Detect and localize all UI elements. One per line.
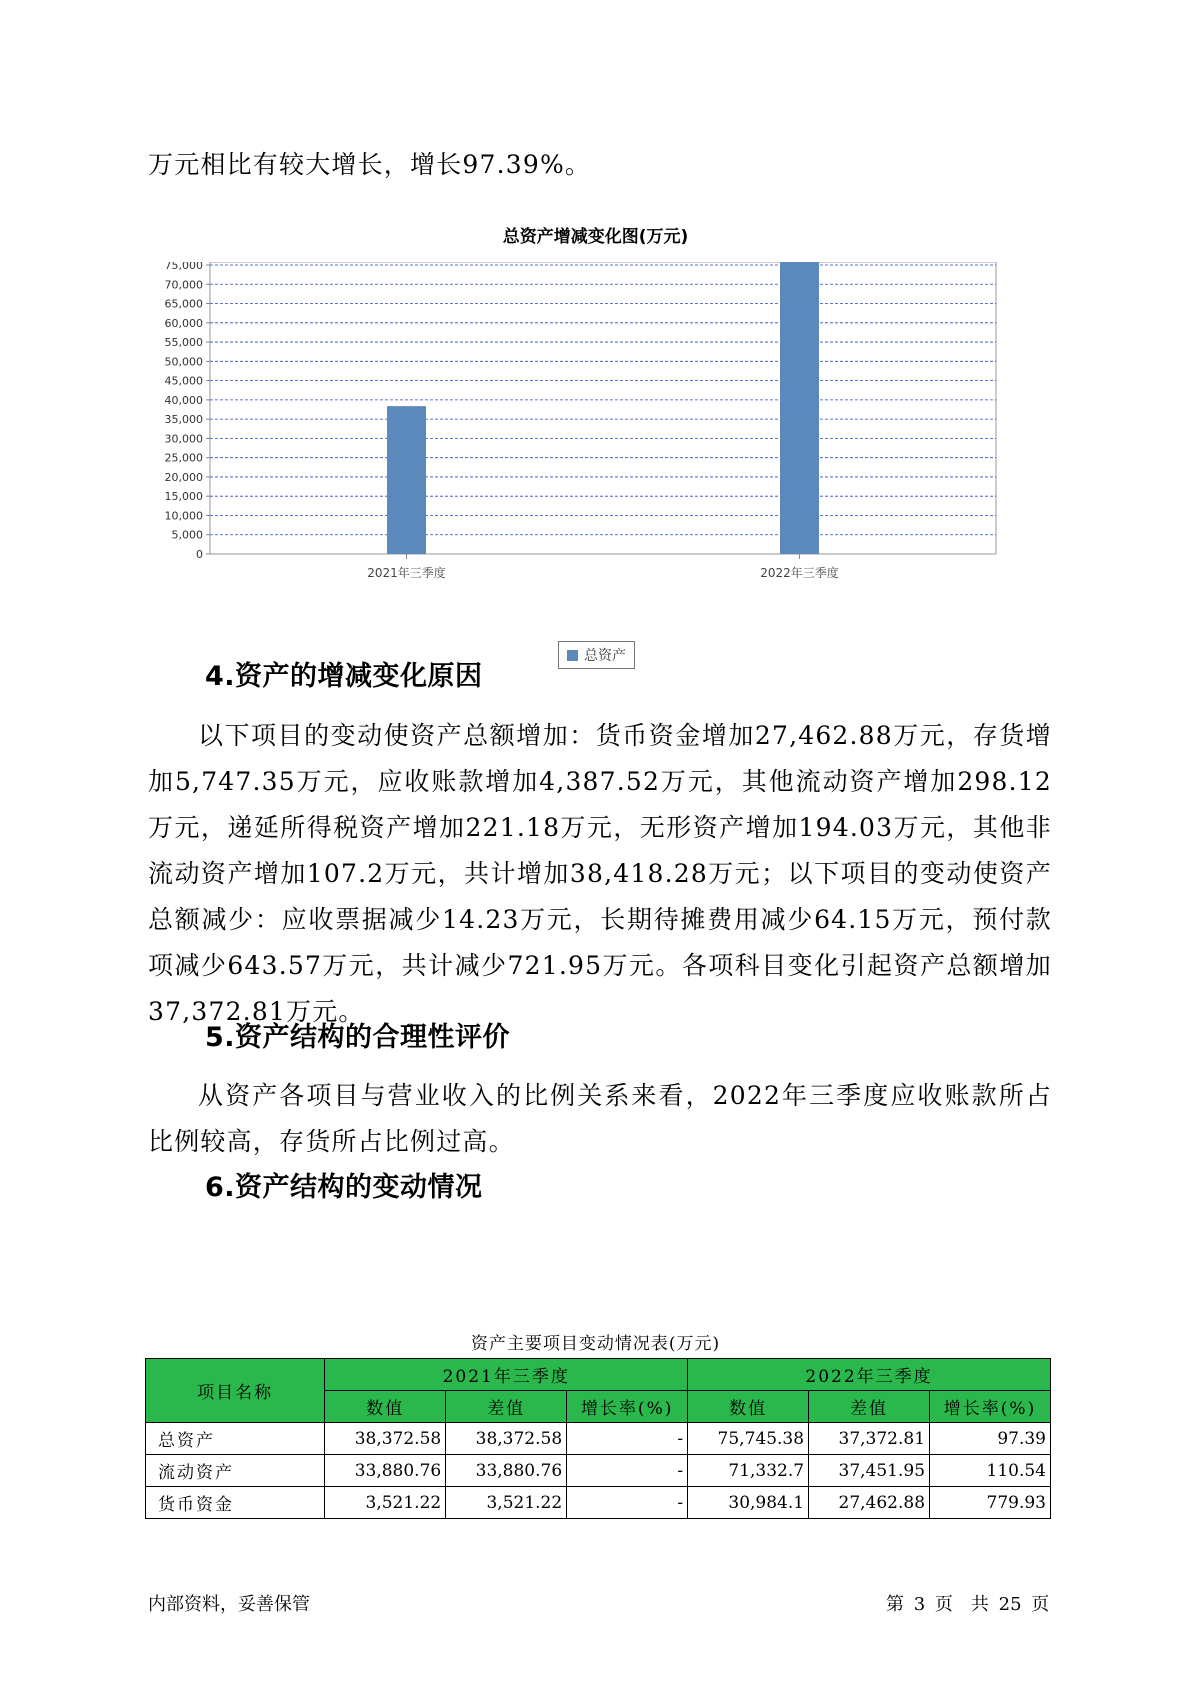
cell-value: 33,880.76 [325, 1455, 446, 1487]
header-value: 数值 [325, 1391, 446, 1423]
cell-value: 30,984.1 [688, 1487, 809, 1519]
header-period-2021: 2021年三季度 [325, 1359, 688, 1391]
cell-diff: 37,451.95 [809, 1455, 930, 1487]
y-tick-label: 45,000 [164, 374, 203, 388]
cell-diff: 33,880.76 [446, 1455, 567, 1487]
y-tick-label: 65,000 [164, 297, 203, 311]
bar-2 [780, 262, 819, 554]
cell-rate: - [567, 1455, 688, 1487]
y-tick-label: 40,000 [164, 393, 203, 407]
section6-heading: 6.资产结构的变动情况 [205, 1172, 483, 1203]
asset-change-table [145, 1358, 1051, 1519]
cell-value: 38,372.58 [325, 1423, 446, 1455]
section5-body: 从资产各项目与营业收入的比例关系来看，2022年三季度应收账款所占比例较高，存货所占比例过高。 [148, 1081, 1052, 1156]
cell-rate: - [567, 1487, 688, 1519]
cell-rate: 110.54 [930, 1455, 1051, 1487]
chart-title: 总资产增减变化图(万元) [502, 227, 689, 247]
section4-body: 以下项目的变动使资产总额增加：货币资金增加27,462.88万元，存货增加5,747.35万元，应收账款增加4,387.52万元，其他流动资产增加298.12万元，递延所得税资产增加221.18万元，无形资产增加194.03万元，其他非流动资产增加107.2万元，共计增加38,418.28万元；以下项目的变动使资产总额减少：应收票据减少14.23万元，长期待摊费用减少64.15万元，预付款项减少643.57万元，共计减少721.95万元。各项科目变化引起资产总额增加37,372.81万元。 [148, 721, 1052, 1026]
cell-value: 75,745.38 [688, 1423, 809, 1455]
y-tick-label: 15,000 [164, 490, 203, 504]
table-row [146, 1487, 1051, 1519]
cell-diff: 27,462.88 [809, 1487, 930, 1519]
y-tick-label: 70,000 [164, 278, 203, 292]
header-period-2022: 2022年三季度 [688, 1359, 1051, 1391]
y-tick-label: 75,000 [164, 262, 203, 272]
cell-rate: 779.93 [930, 1487, 1051, 1519]
y-tick-label: 35,000 [164, 413, 203, 427]
footer-page-number: 第 3 页 共 25 页 [886, 1594, 1050, 1615]
header-diff: 差值 [446, 1391, 567, 1423]
legend-swatch [567, 650, 578, 661]
y-tick-label: 0 [196, 548, 203, 561]
y-tick-label: 25,000 [164, 451, 203, 465]
cell-rate: 97.39 [930, 1423, 1051, 1455]
cell-diff: 38,372.58 [446, 1423, 567, 1455]
header-diff: 差值 [809, 1391, 930, 1423]
x-tick-label: 2021年三季度 [367, 566, 446, 580]
y-tick-label: 55,000 [164, 336, 203, 350]
y-tick-label: 30,000 [164, 432, 203, 446]
bar-1 [387, 406, 426, 554]
table-row [146, 1423, 1051, 1455]
y-tick-label: 50,000 [164, 355, 203, 369]
row-name: 货币资金 [146, 1487, 325, 1519]
cell-diff: 37,372.81 [809, 1423, 930, 1455]
row-name: 总资产 [146, 1423, 325, 1455]
cell-rate: - [567, 1423, 688, 1455]
section5-heading: 5.资产结构的合理性评价 [205, 1022, 511, 1053]
legend-label: 总资产 [584, 648, 626, 664]
intro-text: 万元相比有较大增长，增长97.39%。 [148, 150, 592, 179]
header-item-name: 项目名称 [146, 1359, 325, 1423]
header-value: 数值 [688, 1391, 809, 1423]
x-tick-label: 2022年三季度 [760, 566, 839, 580]
table-row [146, 1455, 1051, 1487]
footer-confidential-note: 内部资料，妥善保管 [148, 1594, 310, 1615]
table-caption: 资产主要项目变动情况表(万元) [470, 1334, 721, 1354]
header-rate: 增长率(%) [567, 1391, 688, 1423]
row-name: 流动资产 [146, 1455, 325, 1487]
cell-diff: 3,521.22 [446, 1487, 567, 1519]
y-tick-label: 20,000 [164, 470, 203, 484]
chart-legend [558, 641, 635, 669]
y-tick-label: 5,000 [171, 528, 203, 542]
cell-value: 3,521.22 [325, 1487, 446, 1519]
cell-value: 71,332.7 [688, 1455, 809, 1487]
header-rate: 增长率(%) [930, 1391, 1051, 1423]
total-assets-bar-chart [148, 262, 1048, 682]
section4-heading: 4.资产的增减变化原因 [205, 661, 483, 692]
y-tick-label: 60,000 [164, 316, 203, 330]
y-tick-label: 10,000 [164, 509, 203, 523]
plot-area [210, 262, 996, 554]
